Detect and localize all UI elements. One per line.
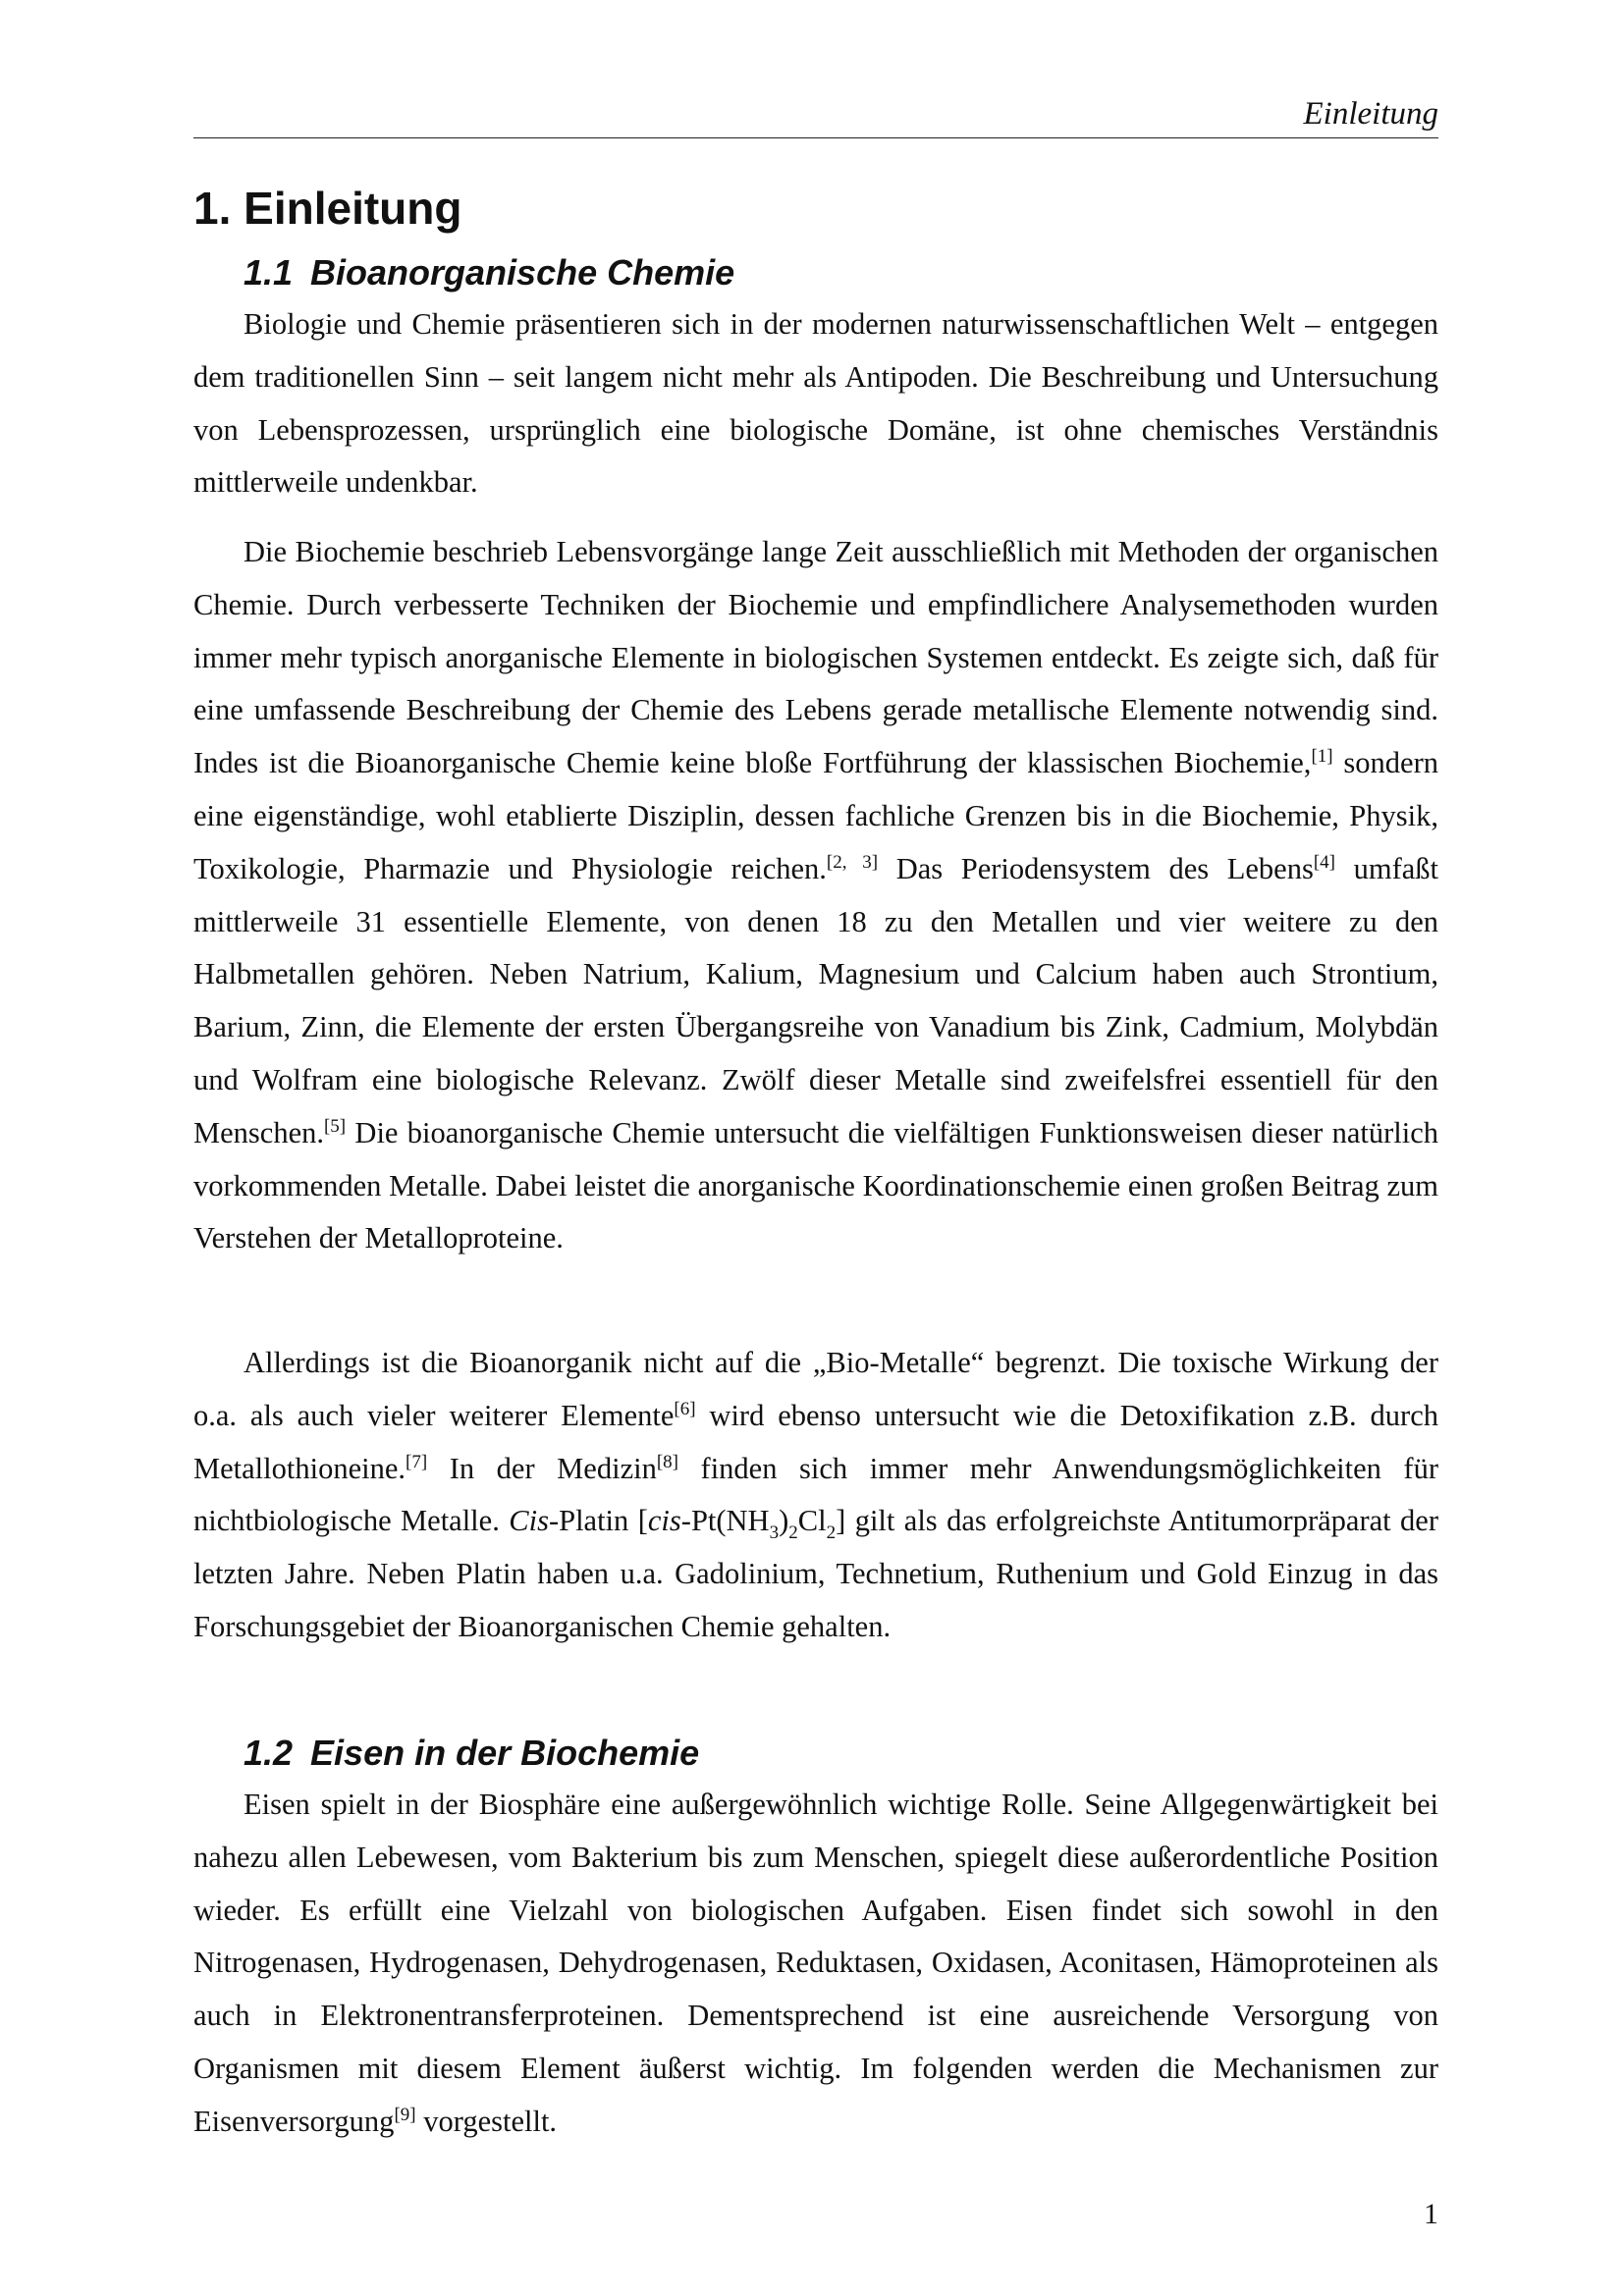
citation-ref: [8] — [656, 1451, 678, 1472]
section-heading-1-1 — [243, 251, 734, 294]
citation-ref: [4] — [1313, 851, 1335, 873]
page-number: 1 — [1424, 2198, 1438, 2230]
citation-ref: [1] — [1311, 746, 1333, 768]
formula-text: -Pt(NH — [680, 1504, 770, 1538]
paragraph-text: sondern eine eigenständige, wohl etablierte Disziplin, dessen fachliche Grenzen bis in die Biochemie, Physik, Toxikologie, Pharmazie und Physiologie reichen. — [193, 746, 1438, 885]
section-heading-1-2 — [243, 1732, 699, 1775]
section-title-text: Bioanorganische Chemie — [310, 252, 735, 293]
paragraph-bioinorganic-metals — [193, 1337, 1438, 1654]
chapter-title — [193, 181, 461, 236]
paragraph-text: Eisen spielt in der Biosphäre eine außergewöhnlich wichtige Rolle. Seine Allgegenwärtigkeit bei nahezu allen Lebewesen, vom Bakterium bis zum Menschen, spiegelt diese außerordentliche Position wieder. Es erfüllt eine Vielzahl von biologischen Aufgaben. Eisen findet sich sowohl in den Nitrogenasen, Hydrogenasen, Dehydrogenasen, Reduktasen, Oxidasen, Aconitasen, Hämoproteinen als auch in Elektronentransferproteinen. Dementsprechend ist eine ausreichende Versorgung von Organismen mit diesem Element äußerst wichtig. Im folgenden werden die Mechanismen zur Eisenversorgung — [193, 1788, 1438, 2138]
section-number: 1.1 — [243, 252, 294, 293]
citation-ref: [9] — [394, 2104, 416, 2125]
header-rule — [193, 137, 1438, 138]
paragraph-text: Allerdings ist die Bioanorganik nicht auf die „Bio-Metalle“ begrenzt. Die toxische Wirkung der o.a. als auch vieler weiterer Elemente — [193, 1346, 1438, 1432]
citation-ref: [5] — [323, 1115, 347, 1137]
citation-ref: [7] — [406, 1451, 428, 1472]
paragraph-intro: Biologie und Chemie präsentieren sich in der modernen naturwissenschaftlichen Welt – entgegen dem traditionellen Sinn – seit langem nicht mehr als Antipoden. Die Beschreibung und Untersuchung von Lebensprozessen, ursprünglich eine biologische Domäne, ist ohne chemisches Verständnis mittlerweile undenkbar. — [193, 307, 1438, 500]
paragraph-text: vorgestellt. — [415, 2104, 558, 2138]
running-header: Einleitung — [1303, 96, 1438, 132]
paragraph-text: umfaßt mittlerweile 31 essentielle Elemente, von denen 18 zu den Metallen und vier weitere zu den Halbmetallen gehören. Neben Natrium, Kalium, Magnesium und Calcium haben auch Strontium, Barium, Zinn, die Elemente der ersten Übergangsreihe von Vanadium bis Zink, Cadmium, Molybdän und Wolfram eine biologische Relevanz. Zwölf dieser Metalle sind zweifelsfrei essentiell für den Menschen. — [193, 851, 1439, 1149]
italic-term: Cis — [509, 1504, 549, 1538]
paragraph-text: finden sich immer mehr Anwendungsmöglichkeiten für nichtbiologische Metalle. — [193, 1451, 1438, 1538]
formula-subscript: 3 — [769, 1522, 780, 1544]
section-number: 1.2 — [243, 1733, 294, 1773]
paragraph-biochemistry — [193, 526, 1438, 1265]
paragraph-text: Das Periodensystem des Lebens — [878, 851, 1314, 885]
citation-ref: [2, 3] — [826, 851, 879, 873]
section-title-text: Eisen in der Biochemie — [310, 1733, 700, 1773]
italic-term: cis — [647, 1504, 681, 1538]
paragraph-text: In der Medizin — [427, 1451, 657, 1485]
paragraph-text: Die bioanorganische Chemie untersucht die vielfältigen Funktionsweisen dieser natürlich vorkommenden Metalle. Dabei leistet die anorganische Koordinationschemie einen großen Beitrag zum Verstehen der Metalloproteine. — [193, 1115, 1438, 1255]
citation-ref: [6] — [674, 1398, 696, 1419]
paragraph-text: ] gilt als das erfolgreichste Antitumorpräparat der letzten Jahre. Neben Platin haben u.a. Gadolinium, Technetium, Ruthenium und Gold Einzug in das Forschungsgebiet der Bioanorganischen Chemie gehalten. — [193, 1504, 1438, 1643]
chapter-number: 1. — [193, 183, 232, 234]
chapter-title-text: Einleitung — [243, 183, 462, 234]
paragraph-text: wird ebenso untersucht wie die Detoxifikation z.B. durch Metallothioneine. — [193, 1398, 1438, 1485]
paragraph-text: Die Biochemie beschrieb Lebensvorgänge lange Zeit ausschließlich mit Methoden der organischen Chemie. Durch verbesserte Techniken der Biochemie und empfindlichere Analysemethoden wurden immer mehr typisch anorganische Elemente in biologischen Systemen entdeckt. Es zeigte sich, daß für eine umfassende Beschreibung der Chemie des Lebens gerade metallische Elemente notwendig sind. Indes ist die Bioanorganische Chemie keine bloße Fortführung der klassischen Biochemie, — [193, 535, 1438, 780]
formula-text: ) — [779, 1504, 789, 1538]
paragraph-iron — [193, 1779, 1438, 2149]
formula-text: Cl — [797, 1504, 827, 1538]
formula-subscript: 2 — [826, 1522, 837, 1544]
paragraph-text: -Platin [ — [548, 1504, 648, 1538]
formula-subscript: 2 — [788, 1522, 798, 1544]
